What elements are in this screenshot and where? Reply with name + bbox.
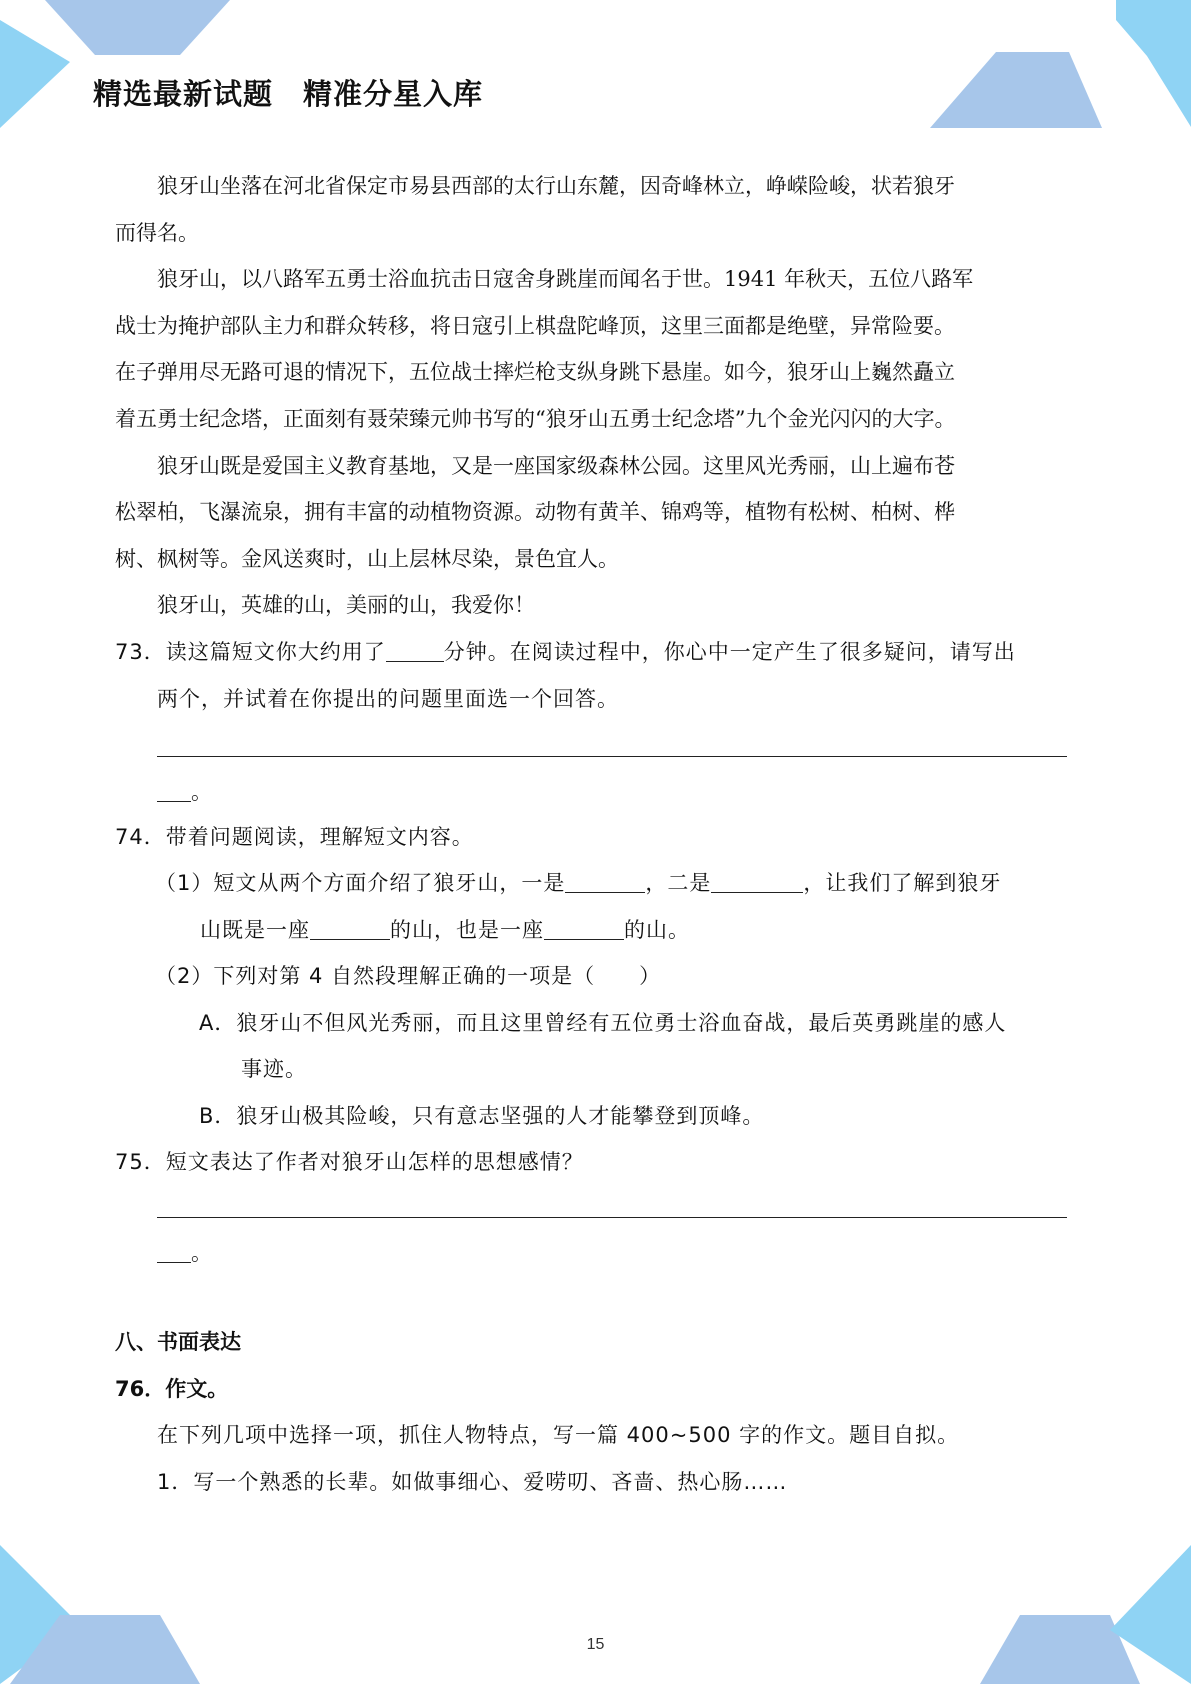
passage-p4-line1: 狼牙山，英雄的山，美丽的山，我爱你！: [157, 593, 535, 617]
question-74-sub1-text-c: ，让我们了解到狼牙: [803, 871, 1002, 895]
question-74-sub1-text-b: ，二是: [645, 871, 712, 895]
question-74-sub1-text-e: 的山，也是一座: [390, 918, 544, 942]
question-74-option-b-text: 狼牙山极其险峻，只有意志坚强的人才能攀登到顶峰。: [236, 1104, 765, 1128]
passage-p2-line1: 狼牙山，以八路军五勇士浴血抗击日寇舍身跳崖而闻名于世。1941 年秋天，五位八路军: [157, 267, 974, 291]
question-73-number: 73．: [115, 640, 166, 664]
question-74-sub1-line2: [200, 915, 690, 945]
question-76-title: 作文。: [165, 1377, 229, 1401]
question-73-end-mark: 。: [191, 780, 213, 804]
question-74-sub2-label: （2）: [155, 964, 214, 988]
question-76-number: 76．: [115, 1377, 166, 1401]
question-75-answer-line-tail[interactable]: [157, 1242, 191, 1263]
corner-decoration-bottom-left: [0, 1545, 260, 1684]
question-74-number: 74．: [115, 825, 166, 849]
question-74-sub2-text: 下列对第 4 自然段理解正确的一项是（ ）: [213, 964, 662, 988]
section-8-title: 八、书面表达: [115, 1330, 241, 1354]
question-74-sub1-text-d: 山既是一座: [200, 918, 310, 942]
question-75-answer-line[interactable]: [157, 1217, 1067, 1218]
passage-p2-line3: 在子弹用尽无路可退的情况下，五位战士摔烂枪支纵身跳下悬崖。如今，狼牙山上巍然矗立: [115, 360, 955, 384]
question-74-sub1-blank-2[interactable]: [711, 872, 803, 893]
passage-p3-line3: 树、枫树等。金风送爽时，山上层林尽染，景色宜人。: [115, 547, 619, 571]
question-75-end-mark: 。: [191, 1241, 213, 1265]
question-73-answer-line-tail[interactable]: [157, 781, 191, 802]
question-73-line1: [115, 637, 1016, 667]
question-74-option-b[interactable]: [199, 1101, 764, 1131]
question-73-end: [157, 777, 213, 807]
question-74-sub1-blank-1[interactable]: [565, 872, 645, 893]
page-number: 15: [586, 1636, 605, 1653]
passage-p3-line1: 狼牙山既是爱国主义教育基地，又是一座国家级森林公园。这里风光秀丽，山上遍布苍: [157, 454, 955, 478]
question-73-answer-line[interactable]: [157, 756, 1067, 757]
question-75-text: 短文表达了作者对狼牙山怎样的思想感情？: [165, 1150, 584, 1174]
question-76-instruction: 在下列几项中选择一项，抓住人物特点，写一篇 400~500 字的作文。题目自拟。: [157, 1423, 960, 1447]
header-title: 精选最新试题 精准分星入库: [93, 77, 484, 111]
question-74-sub1-blank-3[interactable]: [310, 919, 390, 940]
question-74-option-b-label: B．: [199, 1104, 237, 1128]
question-74-sub1-blank-4[interactable]: [544, 919, 624, 940]
question-74-text: 带着问题阅读，理解短文内容。: [165, 825, 474, 849]
question-73-line2: 两个，并试着在你提出的问题里面选一个回答。: [157, 687, 619, 711]
question-74-sub1-line1: [155, 868, 1001, 898]
question-74-sub1-label: （1）: [155, 871, 214, 895]
question-76-item-1: 1．写一个熟悉的长辈。如做事细心、爱唠叨、吝啬、热心肠……: [157, 1470, 788, 1494]
question-73-minutes-blank[interactable]: [386, 641, 444, 662]
passage-p3-line2: 松翠柏，飞瀑流泉，拥有丰富的动植物资源。动物有黄羊、锦鸡等，植物有松树、柏树、桦: [115, 500, 955, 524]
passage-p2-line4: 着五勇士纪念塔，正面刻有聂荣臻元帅书写的“狼牙山五勇士纪念塔”九个金光闪闪的大字。: [115, 407, 956, 431]
passage-p1-line2: 而得名。: [115, 221, 199, 245]
passage-p2-line2: 战士为掩护部队主力和群众转移，将日寇引上棋盘陀峰顶，这里三面都是绝壁，异常险要。: [115, 314, 955, 338]
question-74-option-a-text: 狼牙山不但风光秀丽，而且这里曾经有五位勇士浴血奋战，最后英勇跳崖的感人: [236, 1011, 1007, 1035]
passage-p1-line1: 狼牙山坐落在河北省保定市易县西部的太行山东麓，因奇峰林立，峥嵘险峻，状若狼牙: [157, 174, 955, 198]
question-74-option-a-label: A．: [199, 1011, 237, 1035]
question-74-sub2: [155, 961, 661, 991]
question-73-text-b: 分钟。在阅读过程中，你心中一定产生了很多疑问，请写出: [443, 640, 1016, 664]
question-75-line1: [115, 1147, 584, 1177]
question-74-line1: [115, 822, 474, 852]
question-74-sub1-text-f: 的山。: [624, 918, 690, 942]
question-75-end: [157, 1238, 213, 1268]
question-75-number: 75．: [115, 1150, 166, 1174]
question-73-text-a: 读这篇短文你大约用了: [165, 640, 386, 664]
question-74-sub1-text-a: 短文从两个方面介绍了狼牙山，一是: [213, 871, 566, 895]
question-76-heading: [115, 1374, 228, 1404]
question-74-option-a-line2: 事迹。: [241, 1057, 307, 1081]
corner-decoration-top-right: [930, 0, 1191, 135]
question-74-option-a[interactable]: [199, 1008, 1006, 1038]
corner-decoration-bottom-right: [940, 1545, 1191, 1684]
